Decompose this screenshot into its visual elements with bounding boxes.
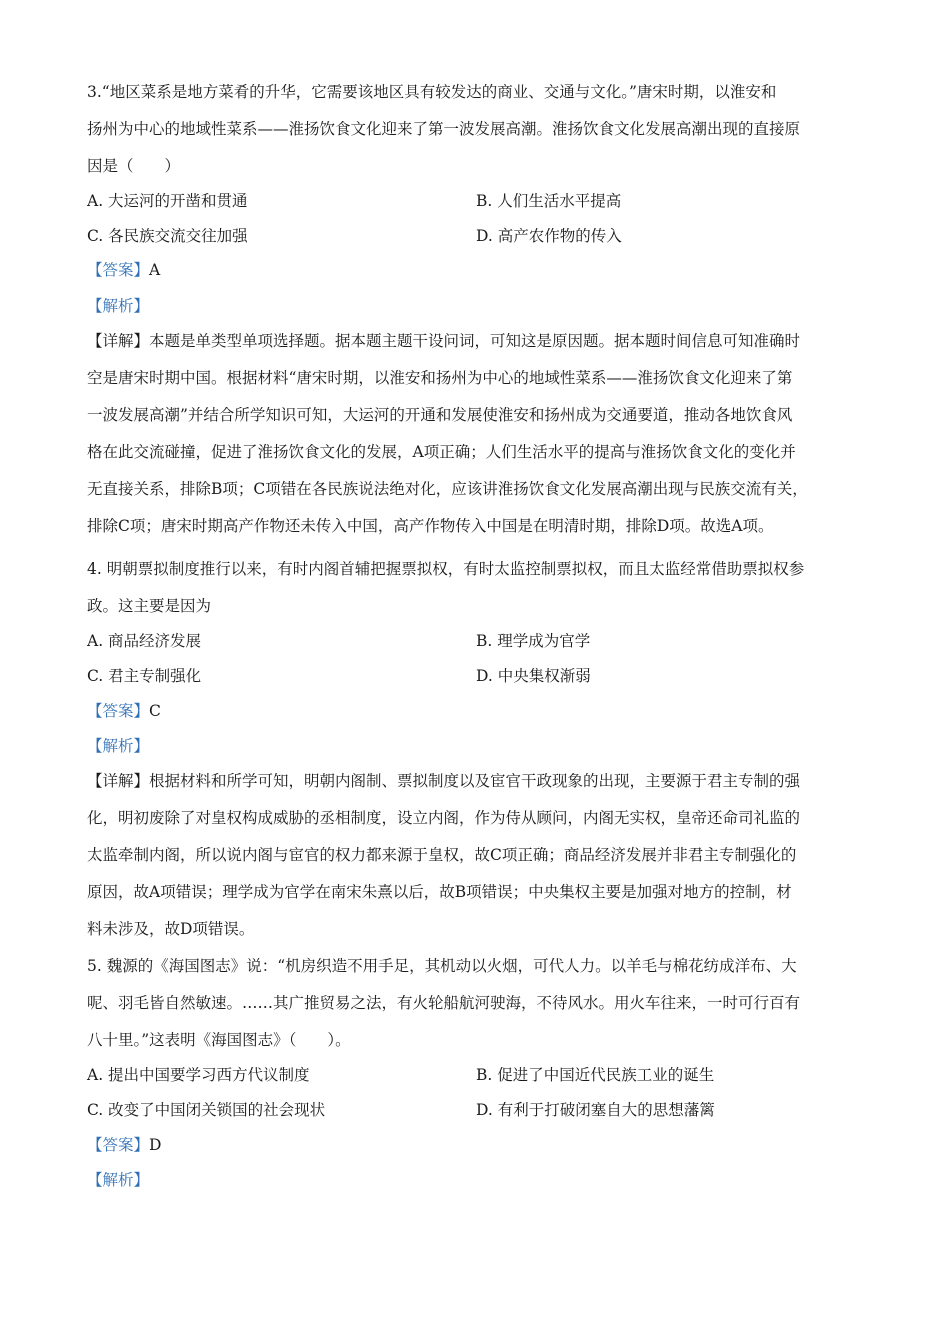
q3-stem-line-1: 3.“地区菜系是地方菜肴的升华，它需要该地区具有较发达的商业、交通与文化。”唐宋时期，以淮安和 — [87, 83, 777, 101]
answer-tag: 【答案】 — [87, 261, 150, 279]
q3-option-d: D. 高产农作物的传入 — [476, 227, 622, 245]
q5-option-c: C. 改变了中国闭关锁国的社会现状 — [87, 1101, 326, 1119]
q5-stem-line-1: 5. 魏源的《海国图志》说：“机房织造不用手足，其机动以火烟，可代人力。以羊毛与棉花纺成洋布、大 — [87, 957, 797, 975]
answer-value: C — [149, 702, 161, 720]
answer-tag: 【答案】 — [87, 1136, 150, 1154]
q4-detail-line-4: 原因，故A项错误；理学成为官学在南宋朱熹以后，故B项错误；中央集权主要是加强对地方的控制，材 — [87, 883, 792, 901]
q4-detail-line-3: 太监牵制内阁，所以说内阁与宦官的权力都来源于皇权，故C项正确；商品经济发展并非君主专制强化的 — [87, 846, 797, 864]
q3-stem-line-2: 扬州为中心的地域性菜系——淮扬饮食文化迎来了第一波发展高潮。淮扬饮食文化发展高潮出现的直接原 — [87, 120, 801, 138]
q3-option-a: A. 大运河的开凿和贯通 — [87, 192, 248, 210]
q3-answer — [87, 259, 160, 281]
q5-stem-line-3: 八十里。”这表明《海国图志》（ ）。 — [87, 1031, 351, 1049]
q4-detail-line-2: 化，明初废除了对皇权构成威胁的丞相制度，设立内阁，作为侍从顾问，内阁无实权，皇帝还命司礼监的 — [87, 809, 801, 827]
q4-option-d: D. 中央集权渐弱 — [476, 667, 591, 685]
q4-stem-line-2: 政。这主要是因为 — [87, 597, 212, 615]
q5-stem-line-2: 呢、羽毛皆自然敏速。……其广推贸易之法，有火轮船航河驶海，不待风水。用火车往来，一时可行百有 — [87, 994, 801, 1012]
analysis-tag: 【解析】 — [87, 1171, 150, 1189]
q3-option-c: C. 各民族交流交往加强 — [87, 227, 248, 245]
q3-stem-line-3: 因是（ ） — [87, 157, 181, 175]
q3-detail-line-6: 排除C项；唐宋时期高产作物还未传入中国，高产作物传入中国是在明清时期，排除D项。故选A项。 — [87, 517, 774, 535]
detail-tag: 【详解】 — [87, 772, 150, 790]
answer-tag: 【答案】 — [87, 702, 150, 720]
q5-option-d: D. 有利于打破闭塞自大的思想藩篱 — [476, 1101, 715, 1119]
q4-option-c: C. 君主专制强化 — [87, 667, 202, 685]
analysis-tag: 【解析】 — [87, 297, 150, 315]
q3-detail-line-4: 格在此交流碰撞，促进了淮扬饮食文化的发展，A项正确；人们生活水平的提高与淮扬饮食文化的变化并 — [87, 443, 796, 461]
q5-option-b: B. 促进了中国近代民族工业的诞生 — [476, 1066, 715, 1084]
answer-value: A — [149, 261, 161, 279]
q4-option-b: B. 理学成为官学 — [476, 632, 591, 650]
q3-option-b: B. 人们生活水平提高 — [476, 192, 622, 210]
q5-answer — [87, 1134, 161, 1156]
q4-detail-line-5: 料未涉及，故D项错误。 — [87, 920, 255, 938]
detail-tag: 【详解】 — [87, 332, 150, 350]
q5-option-a: A. 提出中国要学习西方代议制度 — [87, 1066, 310, 1084]
q4-stem-line-1: 4. 明朝票拟制度推行以来，有时内阁首辅把握票拟权，有时太监控制票拟权，而且太监经常借助票拟权参 — [87, 560, 805, 578]
q3-detail-line-2: 空是唐宋时期中国。根据材料“唐宋时期，以淮安和扬州为中心的地域性菜系——淮扬饮食文化迎来了第 — [87, 369, 793, 387]
q5-analysis-tag — [87, 1169, 149, 1191]
q4-analysis-tag — [87, 735, 149, 757]
q4-detail-line-1: 【详解】根据材料和所学可知，明朝内阁制、票拟制度以及宦官干政现象的出现，主要源于君主专制的强 — [87, 772, 801, 790]
answer-value: D — [149, 1136, 162, 1154]
q3-analysis-tag — [87, 295, 149, 317]
q3-detail-line-5: 无直接关系，排除B项；C项错在各民族说法绝对化，应该讲淮扬饮食文化发展高潮出现与民族交流有关， — [87, 480, 808, 498]
q4-option-a: A. 商品经济发展 — [87, 632, 202, 650]
q4-answer — [87, 700, 161, 722]
q3-detail-line-3: 一波发展高潮”并结合所学知识可知，大运河的开通和发展使淮安和扬州成为交通要道，推动各地饮食风 — [87, 406, 793, 424]
analysis-tag: 【解析】 — [87, 737, 150, 755]
q3-detail-line-1: 【详解】本题是单类型单项选择题。据本题主题干设问词，可知这是原因题。据本题时间信息可知准确时 — [87, 332, 801, 350]
